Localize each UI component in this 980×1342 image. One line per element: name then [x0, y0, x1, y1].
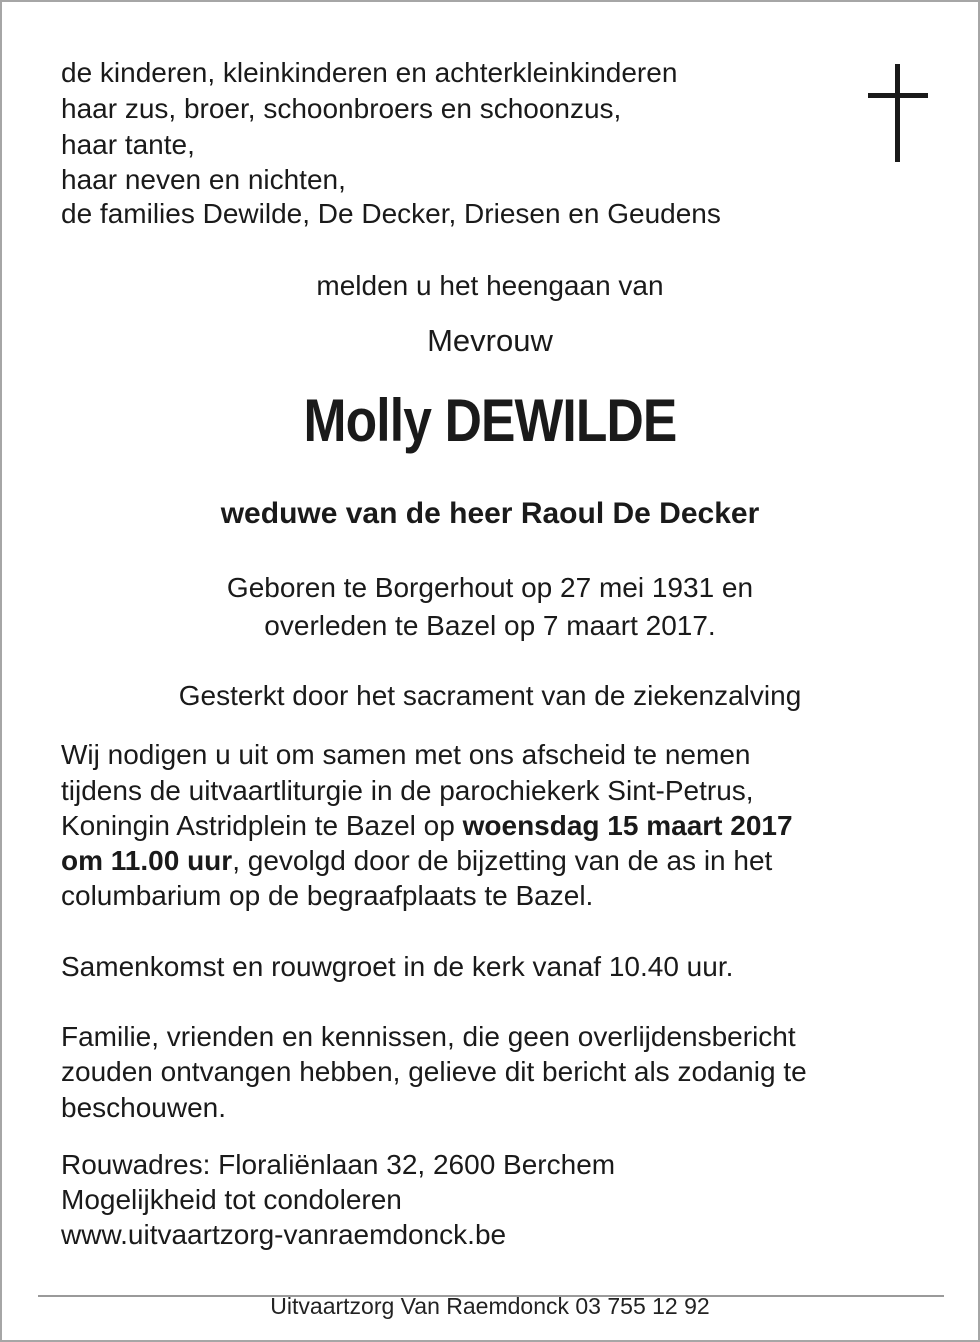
family-line: de kinderen, kleinkinderen en achterkleinkinderen	[61, 57, 678, 88]
notice-line: Familie, vrienden en kennissen, die geen overlijdensbericht	[61, 1021, 796, 1052]
invitation-line: Wij nodigen u uit om samen met ons afscheid te nemen	[61, 739, 751, 770]
invitation-line: Koningin Astridplein te Bazel op woensdag 15 maart 2017	[61, 810, 793, 841]
invitation-line: om 11.00 uur, gevolgd door de bijzetting van de as in het	[61, 845, 773, 876]
condolence-line: Mogelijkheid tot condoleren	[61, 1184, 402, 1215]
deceased-name: Molly DEWILDE	[303, 387, 677, 454]
website-link[interactable]: www.uitvaartzorg-vanraemdonck.be	[61, 1219, 507, 1250]
family-line: haar neven en nichten,	[61, 164, 346, 195]
footer: Uitvaartzorg Van Raemdonck 03 755 12 92	[270, 1293, 710, 1319]
cross-icon	[868, 64, 928, 162]
gathering-line: Samenkomst en rouwgroet in de kerk vanaf 10.40 uur.	[61, 951, 734, 982]
notice-line: beschouwen.	[61, 1092, 227, 1123]
salutation: Mevrouw	[427, 323, 553, 358]
birth-line: Geboren te Borgerhout op 27 mei 1931 en	[226, 572, 754, 603]
invitation-line: columbarium op de begraafplaats te Bazel.	[61, 880, 594, 911]
family-line: haar tante,	[61, 129, 195, 160]
death-line: overleden te Bazel op 7 maart 2017.	[264, 610, 716, 641]
funeral-date: woensdag 15 maart 2017	[462, 810, 793, 841]
address-line: Rouwadres: Floraliënlaan 32, 2600 Berchem	[61, 1149, 616, 1180]
family-line: haar zus, broer, schoonbroers en schoonzus,	[61, 93, 622, 124]
family-line: de families Dewilde, De Decker, Driesen en Geudens	[61, 198, 721, 229]
notice-line: zouden ontvangen hebben, gelieve dit bericht als zodanig te	[61, 1056, 807, 1087]
invitation-line: tijdens de uitvaartliturgie in de parochiekerk Sint-Petrus,	[61, 775, 754, 806]
announcement: melden u het heengaan van	[316, 270, 664, 301]
widow-line: weduwe van de heer Raoul De Decker	[220, 497, 760, 530]
funeral-time: om 11.00 uur	[61, 845, 233, 876]
sacrament-line: Gesterkt door het sacrament van de ziekenzalving	[178, 680, 802, 711]
